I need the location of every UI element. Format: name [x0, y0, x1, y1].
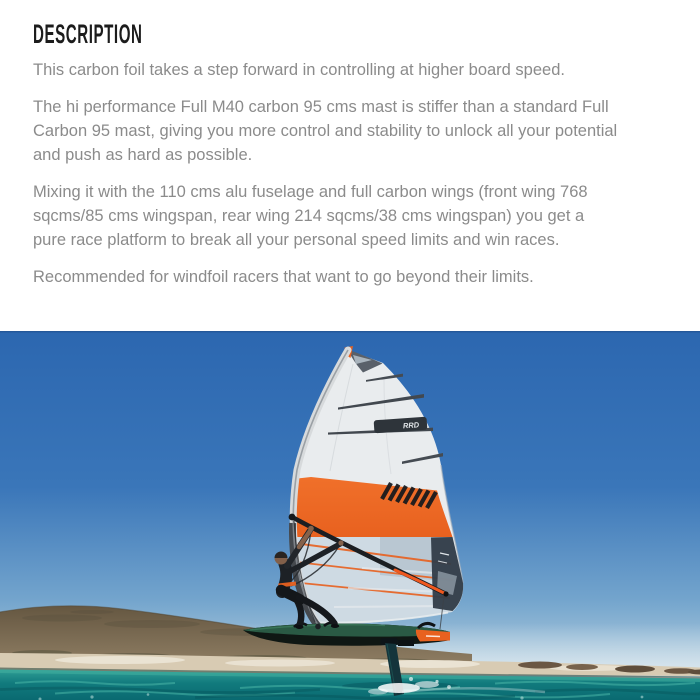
rider-back-foot	[296, 625, 304, 629]
description-paragraph-3: Mixing it with the 110 cms alu fuselage and full carbon wings (front wing 768 sqcms/85 cms wingspan, rear wing 214 sqcms/38 cms wingspan) you get a pure race platform to break all your personal speed limits and win races.	[33, 183, 588, 249]
windfoil-photo-illustration	[0, 331, 700, 700]
description-paragraph-4: Recommended for windfoil racers that want to go beyond their limits.	[33, 268, 534, 286]
description-heading: DESCRIPTION	[33, 19, 143, 49]
rider-front-foot	[331, 624, 339, 628]
description-paragraph-1: This carbon foil takes a step forward in controlling at higher board speed.	[33, 61, 565, 79]
mast-foot-joint	[315, 624, 321, 630]
rider-front-hand	[308, 526, 314, 532]
product-photo	[0, 331, 700, 700]
sail-logo-text: RRD	[402, 420, 420, 431]
rider-back-hand	[338, 540, 343, 545]
description-paragraph-2: The hi performance Full M40 carbon 95 cms mast is stiffer than a standard Full Carbon 95 mast, giving you more control and stability to unlock all your potential and push as hard as possible.	[33, 98, 618, 164]
description-section	[0, 0, 700, 289]
